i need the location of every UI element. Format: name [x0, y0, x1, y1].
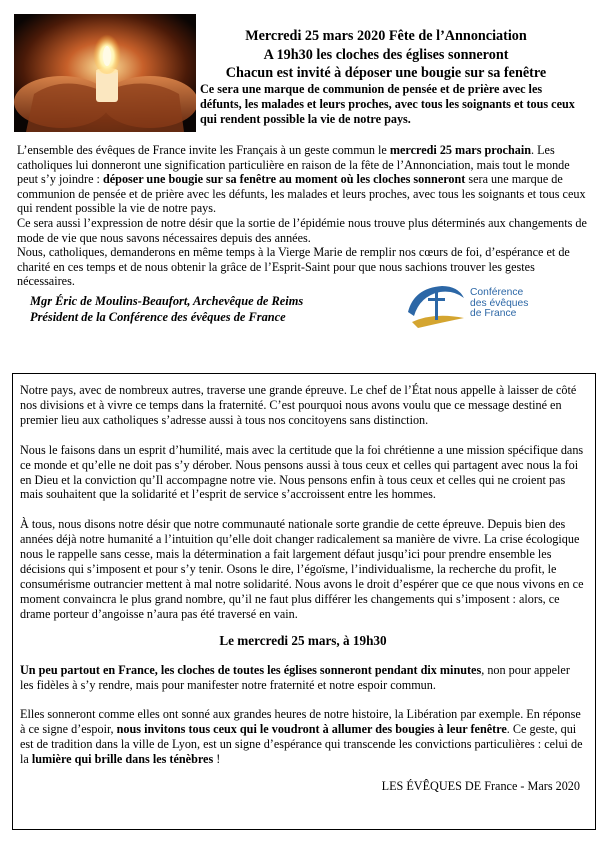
- body-p1-a: L’ensemble des évêques de France invite les Français à un geste commun le: [17, 143, 390, 157]
- logo-line-3: de France: [470, 308, 517, 320]
- message-heading: Le mercredi 25 mars, à 19h30: [219, 632, 387, 648]
- logo-line-2: des évêques: [470, 297, 529, 309]
- headline-line-3: Chacun est invité à déposer une bougie sur sa fenêtre: [225, 65, 547, 82]
- message-p5-c: . Ce geste, qui est de tradition dans la ville de Lyon, est un signe d’espérance qui transcende les convictions particulières : celui de la: [20, 722, 583, 767]
- announcement-headline: [200, 27, 572, 83]
- bishops-message-box: [12, 373, 596, 830]
- message-p5-invite: nous invitons tous ceux qui le voudront à allumer des bougies à leur fenêtre: [116, 722, 507, 737]
- message-paragraph-3: À tous, nous disons notre désir que notre communauté nationale sorte grandie de cette épreuve. Depuis bien des années déjà notre humanité a l’intuition qu’elle doit changer radicalement sa manière de vivre. La crise écologique nous le rappelle sans cesse, mais la détermination a fait largement défaut jusqu’ici pour prendre ensemble les décisions qui s’imposent et pour s’y tenir. Osons le dire, l’égoïsme, l’individualisme, la recherche du profit, le consumérisme outrancier mettent à mal notre solidarité. Nous avons le droit d’espérer que ce que nous vivons en ce moment convaincra le plus grand nombre, qu’il ne faut plus différer les changements qui s’imposent : alors, ce drame porteur d’angoisse n’aura pas été traversé en vain.: [20, 517, 584, 621]
- message-p4-rest: , non pour appeler les fidèles à s’y rendre, mais pour manifester notre fraternité et notre espoir commun.: [20, 662, 570, 692]
- body-p1-e: sera une marque de communion de pensée et de prière avec les défunts, les malades et leurs proches, avec tous les soignants et tous ceux qui rendent possible la vie de notre pays.: [17, 172, 586, 216]
- body-paragraph-2: Ce sera aussi l’expression de notre désir que la sortie de l’épidémie nous trouve plus déterminés aux changements de mode de vie que nous savons nécessaires depuis des années.: [17, 215, 587, 245]
- signature-name: Mgr Éric de Moulins-Beaufort, Archevêque de Reims: [30, 294, 304, 308]
- signature-title: Président de la Conférence des évêques de France: [30, 309, 286, 324]
- message-p5-a: Elles sonneront comme elles ont sonné aux grandes heures de notre histoire, la Libération par exemple. En réponse à ce signe d’espoir,: [20, 707, 581, 737]
- body-paragraph-3: Nous, catholiques, demanderons en même temps à la Vierge Marie de remplir nos cœurs de foi, d’espérance et de charité en ces temps et de nous obtenir la grâce de l’Esprit-Saint pour que nous sachions trouver les gestes nécessaires.: [17, 245, 570, 289]
- body-p1-c: . Les catholiques lui donneront une signification particulière en raison de la fête de l’Annonciation, mais tout le monde peut s’y joindre :: [17, 143, 570, 187]
- message-paragraph-4: [20, 663, 586, 693]
- body-p1-date: mercredi 25 mars prochain: [389, 143, 531, 157]
- logo-line-1: Conférence: [470, 287, 524, 298]
- message-paragraph-2: Nous le faisons dans un esprit d’humilité, mais avec la certitude que la foi chrétienne a une mission spécifique dans ce monde et qu’elle ne doit pas s’y dérober. Nous pensons aussi à tous ceux et celles qui partagent avec nous la foi en Dieu et la conviction qu’Il accompagne notre vie. Nous pensons enfin à tous ceux et celles qui ne croient pas mais souhaitent que la solidarité et l’esprit de service s’accroissent entre les hommes.: [20, 442, 584, 502]
- message-p5-light: lumière qui brille dans les ténèbres: [31, 752, 214, 767]
- bishops-message: [20, 383, 586, 794]
- headline-line-2: A 19h30 les cloches des églises sonneront: [263, 46, 509, 63]
- main-text: [17, 143, 593, 289]
- candle-hands-photo: [14, 14, 196, 132]
- headline-line-1: Mercredi 25 mars 2020 Fête de l’Annonciation: [245, 28, 527, 44]
- intro-text: Ce sera une marque de communion de pensée et de prière avec les défunts, les malades et leurs proches, avec tous les soignants et tous ceux qui rendent possible la vie de notre pays.: [200, 82, 575, 126]
- message-p4-bold: Un peu partout en France, les cloches de toutes les églises sonneront pendant dix minutes: [20, 662, 482, 677]
- message-paragraph-1: Notre pays, avec de nombreux autres, traverse une grande épreuve. Le chef de l’État nous appelle à laisser de côté nos divisions et à vivre ce temps dans la fraternité. C’est pourquoi nous avons voulu que ce message destiné en premier lieu aux catholiques s’adresse aussi à tous nos concitoyens sans distinction.: [20, 383, 577, 427]
- body-p1-candle: déposer une bougie sur sa fenêtre au moment où les cloches sonneront: [102, 172, 466, 187]
- cef-logo-text: [470, 288, 528, 320]
- signature: [30, 294, 303, 325]
- body-paragraph-1: [17, 143, 593, 216]
- message-footer: LES ÉVÊQUES DE France - Mars 2020: [381, 779, 580, 794]
- message-p5-e: !: [213, 752, 221, 767]
- message-paragraph-5: [20, 707, 586, 767]
